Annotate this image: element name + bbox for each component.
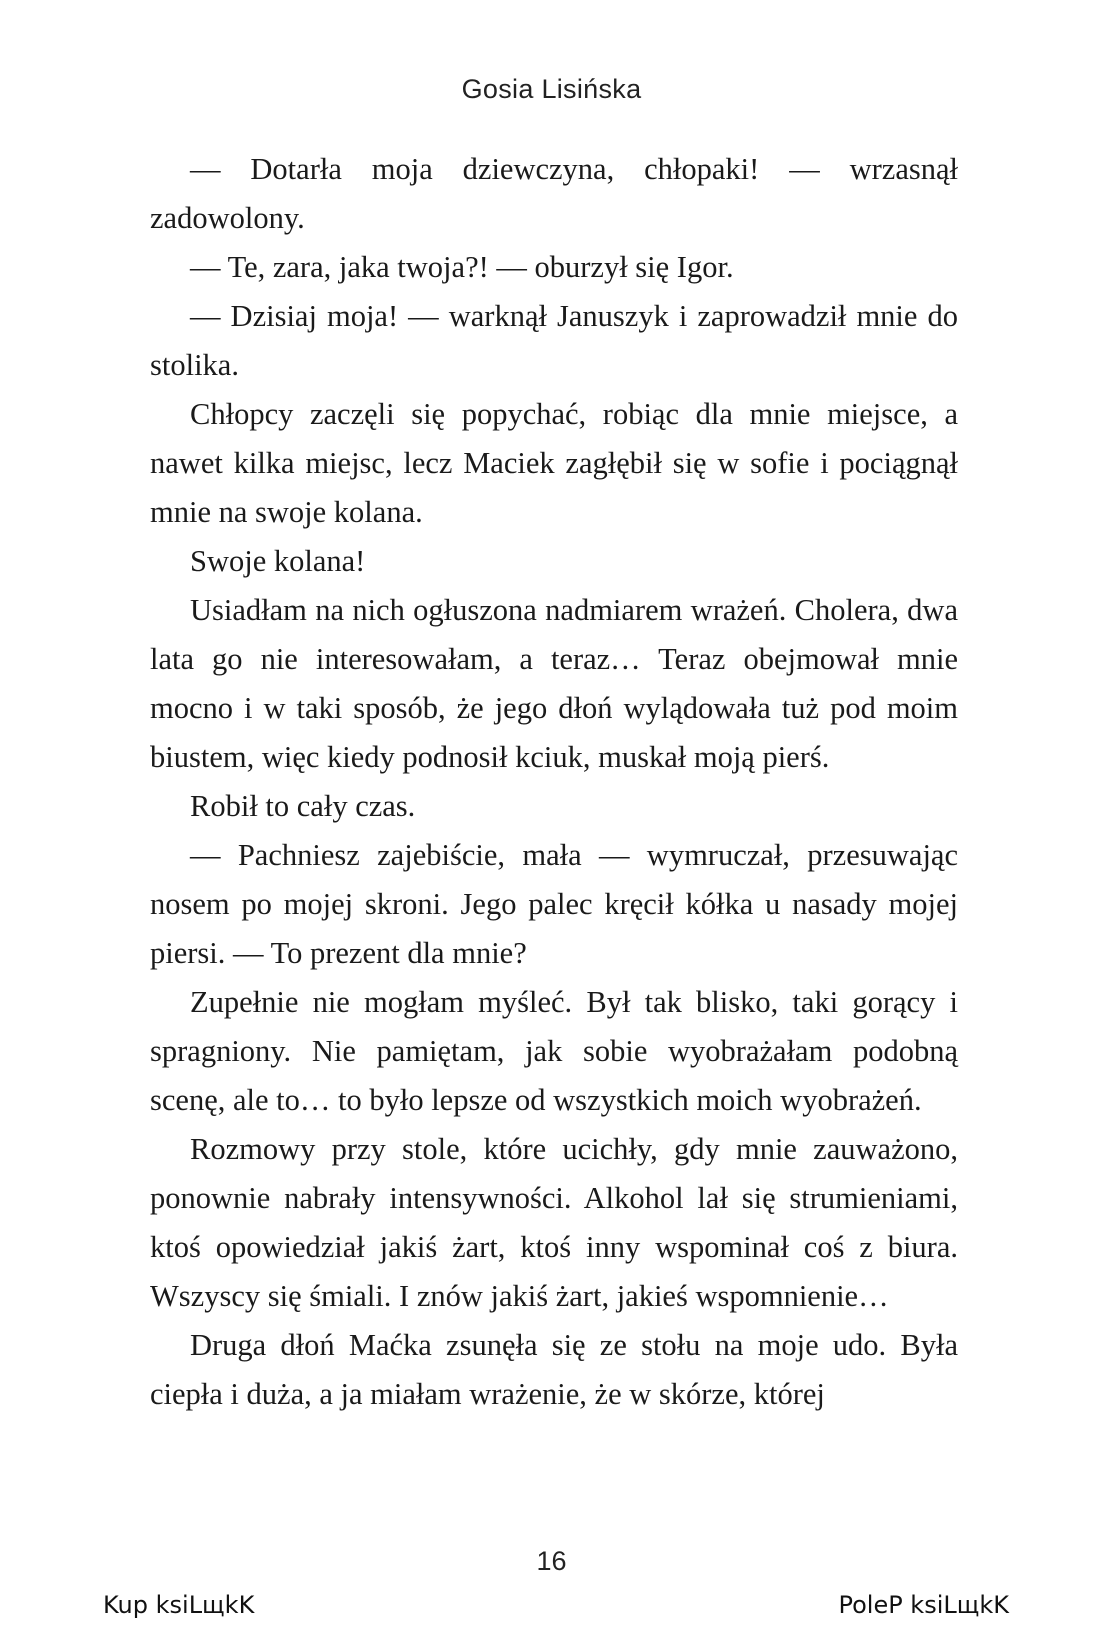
buy-book-link[interactable]: Kup ksiLщkK xyxy=(103,1591,255,1619)
paragraph: Druga dłoń Maćka zsunęła się ze stołu na moje udo. Była ciepła i duża, a ja miałam wrażenie, że w skórze, której xyxy=(150,1328,958,1411)
recommend-book-link[interactable]: PoleP ksiLщkK xyxy=(838,1591,1009,1619)
paragraph: Robił to cały czas. xyxy=(190,789,416,823)
paragraph: Swoje kolana! xyxy=(190,544,366,578)
page-number: 16 xyxy=(536,1546,567,1576)
paragraph: Usiadłam na nich ogłuszona nadmiarem wrażeń. Cholera, dwa lata go nie interesowałam, a teraz… Teraz obejmował mnie mocno i w taki sposób, że jego dłoń wylądowała tuż pod moim biustem, więc kiedy podnosił kciuk, muskał moją pierś. xyxy=(150,593,958,774)
paragraph: Rozmowy przy stole, które ucichły, gdy mnie zauważono, ponownie nabrały intensywności. Alkohol lał się strumieniami, ktoś opowiedział jakiś żart, ktoś inny wspominał coś z biura. Wszyscy się śmiali. I znów jakiś żart, jakieś wspomnienie… xyxy=(150,1132,958,1313)
paragraph: — Dzisiaj moja! — warknął Januszyk i zaprowadził mnie do stolika. xyxy=(150,299,958,382)
paragraph: — Te, zara, jaka twoja?! — oburzył się Igor. xyxy=(190,250,734,284)
paragraph: Chłopcy zaczęli się popychać, robiąc dla mnie miejsce, a nawet kilka miejsc, lecz Maciek zagłębił się w sofie i pociągnął mnie na swoje kolana. xyxy=(150,397,958,529)
running-title: Gosia Lisińska xyxy=(461,74,642,104)
paragraph: Zupełnie nie mogłam myśleć. Był tak blisko, taki gorący i spragniony. Nie pamiętam, jak sobie wyobrażałam podobną scenę, ale to… to było lepsze od wszystkich moich wyobrażeń. xyxy=(150,985,958,1117)
paragraph: — Pachniesz zajebiście, mała — wymruczał, przesuwając nosem po mojej skroni. Jego palec kręcił kółka u nasady mojej piersi. — To prezent dla mnie? xyxy=(150,838,958,970)
book-text xyxy=(150,145,958,1419)
paragraph: — Dotarła moja dziewczyna, chłopaki! — wrzasnął zadowolony. xyxy=(150,152,958,235)
